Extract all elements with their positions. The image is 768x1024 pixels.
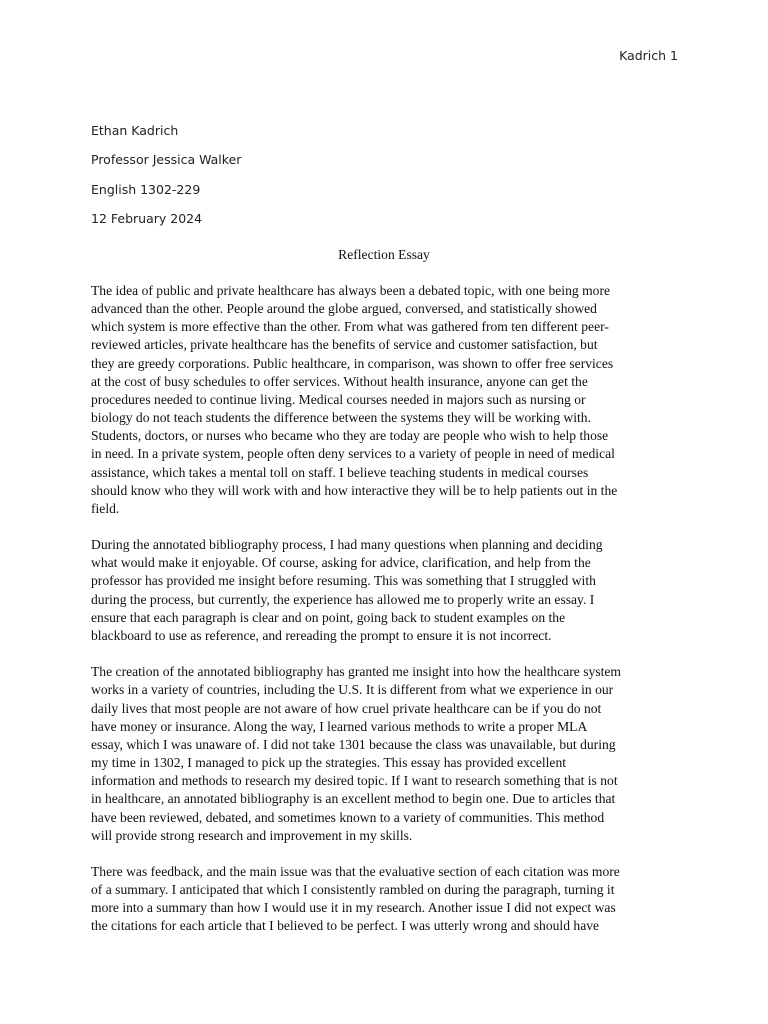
text-line: There was feedback, and the main issue was that the evaluative section of each citation was more [91, 863, 620, 879]
course-name: English 1302-229 [91, 181, 201, 197]
body-paragraph [91, 282, 687, 518]
text-line: daily lives that most people are not aware of how cruel private healthcare can be if you do not [91, 700, 602, 716]
body-paragraph [91, 663, 687, 845]
text-line: in need. In a private system, people often deny services to a variety of people in need of medical [91, 446, 615, 462]
text-line: have money or insurance. Along the way, I learned various methods to write a proper MLA [91, 718, 588, 734]
text-line: the citations for each article that I believed to be perfect. I was utterly wrong and should have [91, 918, 600, 934]
text-line: of a summary. I anticipated that which I consistently rambled on during the paragraph, turning it [91, 882, 615, 898]
text-line: reviewed articles, private healthcare has the benefits of service and customer satisfaction, but [91, 337, 598, 353]
text-line: assistance, which takes a mental toll on staff. I believe teaching students in medical courses [91, 464, 589, 480]
essay-body [91, 282, 687, 954]
text-line: ensure that each paragraph is clear and on point, going back to student examples on the [91, 609, 566, 625]
text-line: blackboard to use as reference, and rereading the prompt to ensure it is not incorrect. [91, 627, 552, 643]
text-line: The creation of the annotated bibliography has granted me insight into how the healthcare system [91, 664, 621, 680]
student-name: Ethan Kadrich [91, 123, 179, 138]
text-line: The idea of public and private healthcare has always been a debated topic, with one being more [91, 283, 610, 298]
text-line: essay, which I was unaware of. I did not take 1301 because the class was unavailable, but during [91, 736, 616, 752]
text-line: professor has provided me insight before resuming. This was something that I struggled with [91, 573, 596, 589]
text-line: at the cost of busy schedules to offer services. Without health insurance, anyone can get the [91, 373, 588, 389]
body-paragraph [91, 863, 687, 936]
text-line: what would make it enjoyable. Of course, asking for advice, clarification, and help from the [91, 555, 591, 571]
text-line: information and methods to research my desired topic. If I want to research something that is not [91, 773, 618, 789]
text-line: biology do not teach students the difference between the systems they will be working with. [91, 410, 591, 426]
text-line: works in a variety of countries, including the U.S. It is different from what we experience in our [91, 682, 614, 698]
essay-title: Reflection Essay [338, 247, 430, 262]
text-line: procedures needed to continue living. Medical courses needed in majors such as nursing or [91, 391, 586, 407]
text-line: have been reviewed, debated, and sometimes known to a variety of communities. This method [91, 809, 605, 825]
text-line: my time in 1302, I managed to pick up the strategies. This essay has provided excellent [91, 755, 567, 771]
text-line: should know who they will work with and how interactive they will be to help patients out in the [91, 482, 618, 498]
running-head: Kadrich 1 [619, 48, 678, 63]
text-line: Students, doctors, or nurses who became who they are today are people who wish to help those [91, 428, 609, 444]
text-line: field. [91, 500, 120, 516]
professor-name: Professor Jessica Walker [91, 152, 242, 168]
text-line: they are greedy corporations. Public healthcare, in comparison, was shown to offer free services [91, 355, 614, 371]
text-line: during the process, but currently, the experience has allowed me to properly write an essay. I [91, 591, 595, 607]
text-line: During the annotated bibliography process, I had many questions when planning and deciding [91, 537, 603, 553]
text-line: more into a summary than how I would use it in my research. Another issue I did not expect was [91, 900, 616, 916]
mla-heading [91, 123, 691, 240]
text-line: in healthcare, an annotated bibliography is an excellent method to begin one. Due to articles that [91, 791, 616, 807]
text-line: will provide strong research and improvement in my skills. [91, 827, 413, 843]
essay-date: 12 February 2024 [91, 210, 203, 226]
text-line: advanced than the other. People around the globe argued, conversed, and statistically showed [91, 301, 597, 317]
text-line: which system is more effective than the other. From what was gathered from ten different peer- [91, 319, 609, 335]
body-paragraph [91, 536, 687, 645]
